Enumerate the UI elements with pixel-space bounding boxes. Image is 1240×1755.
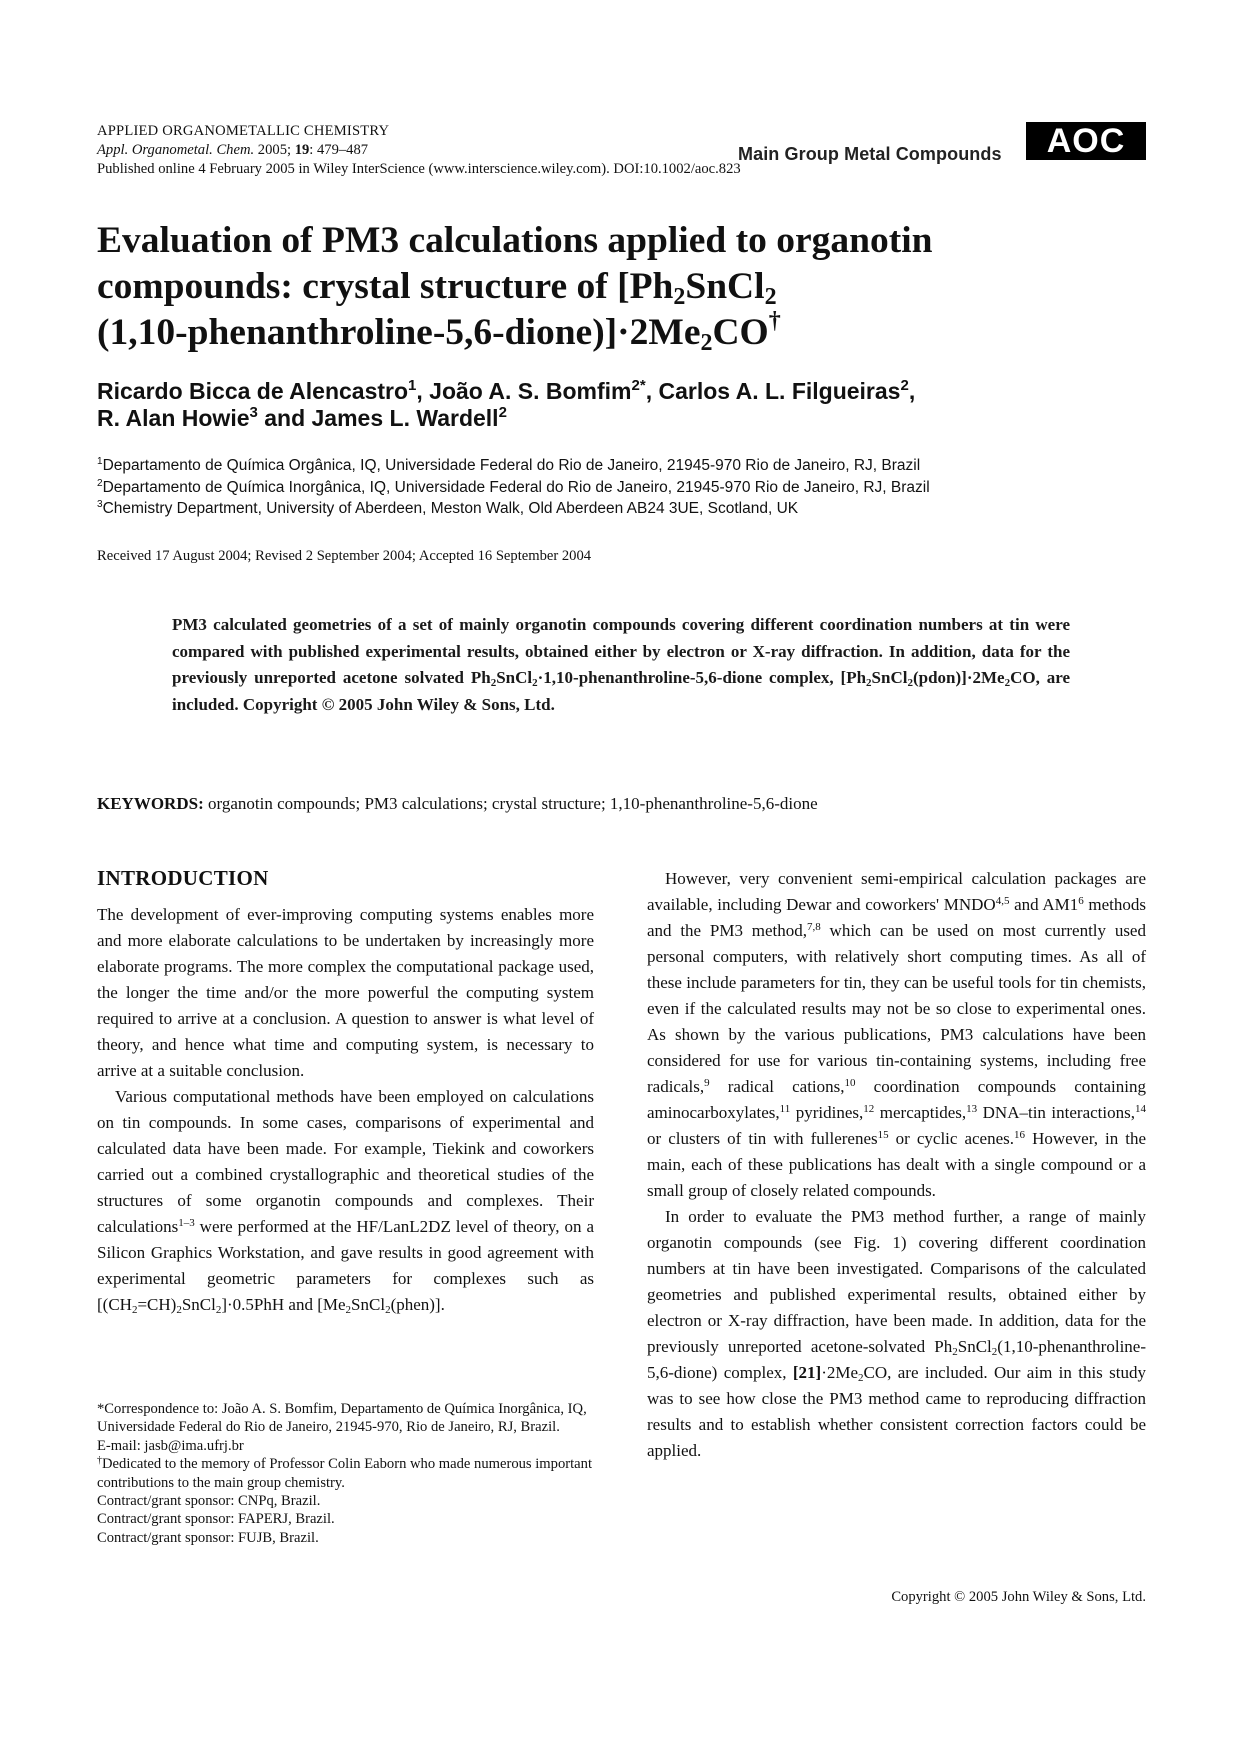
sponsor-note-3: Contract/grant sponsor: FUJB, Brazil. [97,1529,319,1546]
sponsor-note-1: Contract/grant sponsor: CNPq, Brazil. [97,1493,321,1510]
copyright-notice: Copyright © 2005 John Wiley & Sons, Ltd. [891,1589,1146,1605]
citation-year: 2005; [257,142,292,158]
dagger-mark: † [768,308,781,334]
dedication-note: †Dedicated to the memory of Professor Colin Eaborn who made numerous important contributions to the main group chemistry. [97,1455,592,1491]
affiliation-1: $^1$Departamento de Química Orgânica, IQ, Universidade Federal do Rio de Janeiro, 21945-970 Rio de Janeiro, RJ, Brazil [97,456,921,474]
section-heading-introduction: INTRODUCTION [97,866,269,890]
authors-line-2: R. Alan Howie$^3$ and James L. Wardell$^2$ [97,404,507,431]
abstract: PM3 calculated geometries of a set of mainly organotin compounds covering different coordination numbers at tin were compared with published experimental results, obtained either by electron or X-ray diffraction. In addition, data for the previously unreported acetone solvated $Ph_2SnCl_2\cdot 1,10-phenanthroline-5,6$-dione complex, $[Ph_2SnCl_2(pdon)]\cdot 2Me_2CO$, are included. Copyright © 2005 John Wiley & Sons, Ltd. [172,615,1070,714]
journal-header [97,122,741,179]
email-note: E-mail: jasb@ima.ufrj.br [97,1437,244,1454]
keywords-label: KEYWORDS: [97,794,204,813]
affiliation-3: $^3$Chemistry Department, University of Aberdeen, Meston Walk, Old Aberdeen AB24 3UE, Scotland, UK [97,499,799,517]
keywords [97,794,818,814]
article-title [97,218,1157,356]
title-line-3: $(1,10-phenanthroline-5,6-dione)]\cdot 2Me_2CO^\dagger$ [97,308,781,356]
footnotes [97,1400,594,1547]
left-column [97,902,594,1318]
section-label: Main Group Metal Compounds [738,144,1002,164]
received-dates: Received 17 August 2004; Revised 2 September 2004; Accepted 16 September 2004 [97,548,592,564]
right-column [647,866,1146,1464]
journal-name: APPLIED ORGANOMETALLIC CHEMISTRY [97,123,390,139]
keywords-text: organotin compounds; PM3 calculations; crystal structure; 1,10-phenanthroline-5,6-dione [203,794,818,813]
correspondence-note: *Correspondence to: João A. S. Bomfim, Departamento de Química Inorgânica, IQ, Universidade Federal do Rio de Janeiro, 21945-970, Rio de Janeiro, RJ, Brazil. [97,1401,587,1436]
title-line-1: Evaluation of PM3 calculations applied to organotin [97,220,933,261]
citation-volume: 19 [294,142,310,158]
affiliation-2: $^2$Departamento de Química Inorgânica, IQ, Universidade Federal do Rio de Janeiro, 21945-970 Rio de Janeiro, RJ, Brazil [97,477,930,496]
citation-pages: : 479–487 [309,142,369,158]
intro-paragraph-3: However, very convenient semi-empirical calculation packages are available, including Dewar and coworkers' MNDO$^{4,5}$ and $AM1^6$ methods and the PM3 method,$^{7,8}$ which can be used on most currently used personal computers, with relatively short computing times. As all of these include parameters for tin, they can be useful tools for tin chemists, even if the calculated results may not be so close to experimental ones. As shown by the various publications, PM3 calculations have been considered for use for various tin-containing systems, including free radicals,$^9$ radical cations,$^{10}$ coordination compounds containing aminocarboxylates,$^{11}$ pyridines,$^{12}$ mercaptides,$^{13}$ DNA–tin interactions,$^{14}$ or clusters of tin with fullerenes$^{15}$ or cyclic acenes.$^{16}$ However, in the main, each of these publications has dealt with a single compound or a small group of closely related compounds. [647,869,1147,1200]
published-online: Published online 4 February 2005 in Wiley InterScience (www.interscience.wiley.com). DOI:10.1002/aoc.823 [97,161,741,177]
intro-paragraph-4: In order to evaluate the PM3 method further, a range of mainly organotin compounds (see Fig. 1) covering different coordination numbers at tin have been investigated. Comparisons of the calculated geometries and published experimental results, obtained either by electron or X-ray diffraction, have been made. In addition, data for the previously unreported acetone-solvated $Ph_2SnCl_2(1,10-phenanthroline-5,6-dione)$ complex, $[21]\cdot 2Me_2CO$, are included. Our aim in this study was to see how close the PM3 method came to reproducing diffraction results and to establish whether consistent correction factors could be applied. [647,1207,1146,1460]
intro-paragraph-1: The development of ever-improving computing systems enables more and more elaborate calculations to be undertaken by increasingly more elaborate programs. The more complex the computational package used, the longer the time and/or the more powerful the computing system required to arrive at a conclusion. A question to answer is what level of theory, and hence what time and computing system, is necessary to arrive at a suitable conclusion. [97,905,594,1080]
title-line-2: compounds: crystal structure of [$Ph_2SnCl_2$ [97,266,777,310]
citation-journal: Appl. Organometal. Chem. [97,142,255,158]
author-list [97,378,1157,432]
intro-paragraph-2: Various computational methods have been employed on calculations on tin compounds. In some cases, comparisons of experimental and calculated data have been made. For example, Tiekink and coworkers carried out a combined crystallographic and theoretical studies of the structures of some organotin compounds and complexes. Their calculations$^{1-3}$ were performed at the HF/LanL2DZ level of theory, on a Silicon Graphics Workstation, and gave results in good agreement with experimental geometric parameters for complexes such as $[(CH_2=CH)_2SnCl_2]\cdot 0.5PhH$ and $[Me_2SnCl_2(phen)]$. [97,1087,594,1316]
citation [97,141,741,160]
affiliations [97,455,1177,520]
authors-line-1: Ricardo Bicca de Alencastro$^1$, João A. S. Bomfim$^{2*}$, Carlos A. L. Filgueiras$^2$, [97,377,916,404]
journal-logo: AOC [1026,122,1146,160]
sponsor-note-2: Contract/grant sponsor: FAPERJ, Brazil. [97,1511,335,1528]
